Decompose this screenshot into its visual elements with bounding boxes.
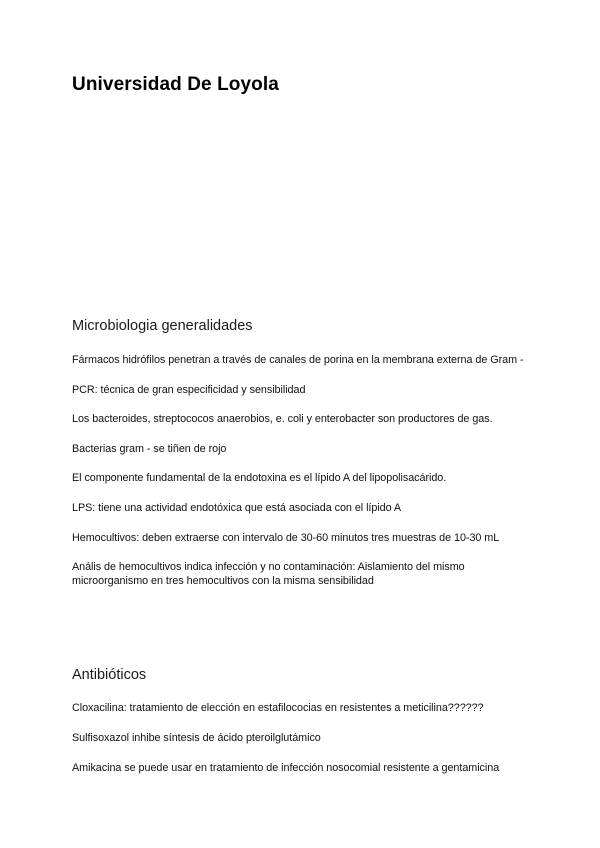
section-heading: Antibióticos <box>72 667 147 683</box>
paragraph: Hemocultivos: deben extraerse con intervalo de 30-60 minutos tres muestras de 10-30 mL <box>72 531 500 544</box>
paragraph: El componente fundamental de la endotoxina es el lípido A del lipopolisacárido. <box>72 472 447 485</box>
section-antibioticos <box>72 667 532 791</box>
section-heading: Microbiologia generalidades <box>72 318 253 334</box>
paragraph: Los bacteroides, streptococos anaerobios, e. coli y enterobacter son productores de gas. <box>72 413 493 426</box>
paragraph: Sulfisoxazol inhibe síntesis de ácido pteroilglutámico <box>72 732 321 744</box>
paragraph: Bacterias gram - se tiñen de rojo <box>72 442 227 455</box>
document-title: Universidad De Loyola <box>72 74 279 95</box>
paragraph: PCR: técnica de gran especificidad y sensibilidad <box>72 383 306 396</box>
paragraph: Amikacina se puede usar en tratamiento de infección nosocomial resistente a gentamicina <box>72 762 500 774</box>
paragraph: Anális de hemocultivos indica infección y no contaminación: Aislamiento del mismo microorganismo en tres hemocultivos con la misma sensibilidad <box>72 561 465 588</box>
paragraph: LPS: tiene una actividad endotóxica que está asociada con el lípido A <box>72 501 402 514</box>
section-microbiologia <box>72 318 532 604</box>
paragraph: Fármacos hidrófilos penetran a través de canales de porina en la membrana externa de Gram - <box>72 354 524 366</box>
paragraph: Cloxacilina: tratamiento de elección en estafilococias en resistentes a meticilina?????? <box>72 702 484 714</box>
